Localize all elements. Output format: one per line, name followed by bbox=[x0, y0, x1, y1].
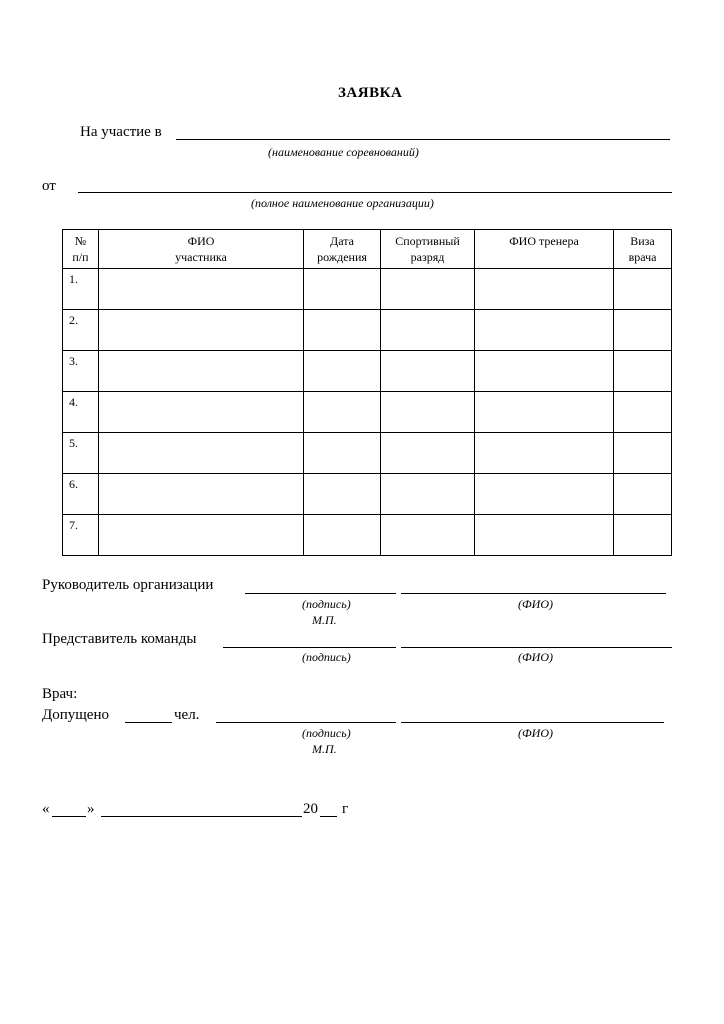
table-row bbox=[63, 351, 672, 392]
date-open-quote: « bbox=[42, 801, 50, 817]
cell-coach[interactable] bbox=[475, 515, 614, 556]
cell-rank[interactable] bbox=[381, 351, 475, 392]
head-signature-caption: (подпись) bbox=[302, 597, 351, 611]
row-number: 5. bbox=[63, 433, 99, 474]
participation-caption: (наименование соревнований) bbox=[268, 145, 419, 159]
row-number: 4. bbox=[63, 392, 99, 433]
date-day-field bbox=[52, 803, 86, 817]
table-row bbox=[63, 310, 672, 351]
rep-signature-field bbox=[223, 634, 396, 648]
cell-coach[interactable] bbox=[475, 269, 614, 310]
cell-rank[interactable] bbox=[381, 515, 475, 556]
cell-coach[interactable] bbox=[475, 433, 614, 474]
participation-label: На участие в bbox=[80, 124, 162, 140]
cell-birth-date[interactable] bbox=[304, 392, 381, 433]
cell-visa[interactable] bbox=[614, 310, 672, 351]
header-number: № п/п bbox=[63, 230, 99, 269]
cell-name[interactable] bbox=[99, 310, 304, 351]
cell-birth-date[interactable] bbox=[304, 310, 381, 351]
cell-rank[interactable] bbox=[381, 392, 475, 433]
doctor-stamp-label: М.П. bbox=[312, 742, 337, 756]
cell-visa[interactable] bbox=[614, 474, 672, 515]
date-close-quote: » bbox=[87, 801, 95, 817]
row-number: 7. bbox=[63, 515, 99, 556]
cell-rank[interactable] bbox=[381, 433, 475, 474]
cell-coach[interactable] bbox=[475, 392, 614, 433]
rep-signature-caption: (подпись) bbox=[302, 650, 351, 664]
doctor-name-caption: (ФИО) bbox=[518, 726, 553, 740]
doctor-name-field bbox=[401, 709, 664, 723]
cell-birth-date[interactable] bbox=[304, 433, 381, 474]
table-header-row bbox=[63, 230, 672, 269]
table-row bbox=[63, 392, 672, 433]
document-title: ЗАЯВКА bbox=[338, 85, 403, 101]
cell-visa[interactable] bbox=[614, 392, 672, 433]
cell-birth-date[interactable] bbox=[304, 269, 381, 310]
cell-visa[interactable] bbox=[614, 351, 672, 392]
head-signature-field bbox=[245, 580, 396, 594]
admitted-unit: чел. bbox=[174, 707, 200, 723]
cell-coach[interactable] bbox=[475, 310, 614, 351]
date-year-prefix: 20 bbox=[303, 801, 318, 817]
cell-rank[interactable] bbox=[381, 310, 475, 351]
rep-name-caption: (ФИО) bbox=[518, 650, 553, 664]
team-rep-label: Представитель команды bbox=[42, 631, 197, 647]
cell-visa[interactable] bbox=[614, 433, 672, 474]
cell-visa[interactable] bbox=[614, 269, 672, 310]
head-name-caption: (ФИО) bbox=[518, 597, 553, 611]
row-number: 2. bbox=[63, 310, 99, 351]
table-row bbox=[63, 433, 672, 474]
doctor-signature-field bbox=[216, 709, 396, 723]
header-participant-name: ФИО участника bbox=[99, 230, 304, 269]
cell-birth-date[interactable] bbox=[304, 351, 381, 392]
table-row bbox=[63, 474, 672, 515]
date-year-suffix: г bbox=[342, 801, 349, 817]
row-number: 6. bbox=[63, 474, 99, 515]
cell-name[interactable] bbox=[99, 474, 304, 515]
cell-name[interactable] bbox=[99, 515, 304, 556]
head-stamp-label: М.П. bbox=[312, 613, 337, 627]
cell-birth-date[interactable] bbox=[304, 515, 381, 556]
admitted-count-field bbox=[125, 709, 172, 723]
rep-name-field bbox=[401, 634, 672, 648]
from-label: от bbox=[42, 178, 56, 194]
cell-birth-date[interactable] bbox=[304, 474, 381, 515]
cell-coach[interactable] bbox=[475, 474, 614, 515]
head-name-field bbox=[401, 580, 666, 594]
admitted-label: Допущено bbox=[42, 707, 109, 723]
head-of-org-label: Руководитель организации bbox=[42, 577, 214, 593]
organization-caption: (полное наименование организации) bbox=[251, 196, 434, 210]
cell-coach[interactable] bbox=[475, 351, 614, 392]
cell-name[interactable] bbox=[99, 351, 304, 392]
cell-rank[interactable] bbox=[381, 474, 475, 515]
cell-name[interactable] bbox=[99, 433, 304, 474]
doctor-signature-caption: (подпись) bbox=[302, 726, 351, 740]
header-coach-name: ФИО тренера bbox=[475, 230, 614, 269]
header-doctor-visa: Виза врача bbox=[614, 230, 672, 269]
participants-table bbox=[62, 229, 672, 556]
table-row bbox=[63, 269, 672, 310]
date-year-field bbox=[320, 803, 337, 817]
participation-field bbox=[176, 126, 670, 140]
date-month-field bbox=[101, 803, 302, 817]
header-sports-rank: Спортивный разряд bbox=[381, 230, 475, 269]
row-number: 1. bbox=[63, 269, 99, 310]
header-birth-date: Дата рождения bbox=[304, 230, 381, 269]
organization-field bbox=[78, 180, 672, 193]
cell-name[interactable] bbox=[99, 392, 304, 433]
cell-rank[interactable] bbox=[381, 269, 475, 310]
cell-name[interactable] bbox=[99, 269, 304, 310]
doctor-label: Врач: bbox=[42, 686, 78, 702]
cell-visa[interactable] bbox=[614, 515, 672, 556]
table-row bbox=[63, 515, 672, 556]
row-number: 3. bbox=[63, 351, 99, 392]
